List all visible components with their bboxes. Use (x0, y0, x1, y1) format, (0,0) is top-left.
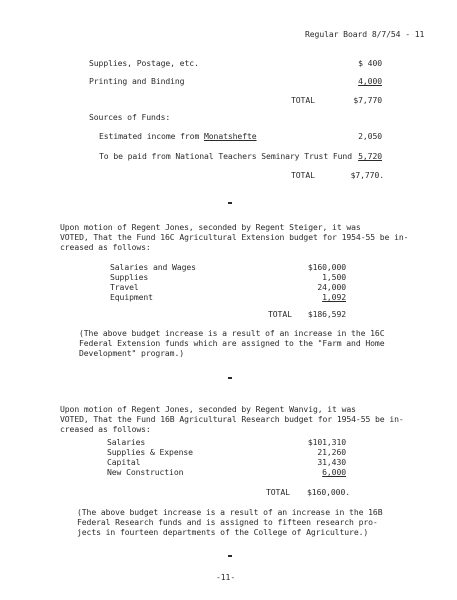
source-amount: 2,050 (358, 131, 382, 141)
motion-text: Upon motion of Regent Jones, seconded by Regent Wanvig, it was (60, 404, 356, 414)
total-amount: $160,000. (307, 487, 350, 497)
total-label: TOTAL (268, 309, 292, 319)
item-label: Supplies & Expense (107, 447, 193, 457)
total-amount: $186,592 (307, 309, 346, 319)
motion-text: VOTED, That the Fund 16B Agricultural Research budget for 1954-55 be in- (60, 414, 404, 424)
item-label: Equipment (110, 292, 153, 302)
note-text: Development" program.) (79, 348, 185, 358)
page-header: Regular Board 8/7/54 - 11 (305, 29, 425, 39)
item-amount: 24,000 (317, 282, 346, 292)
item-amount: 6,000 (322, 467, 346, 477)
note-text: Federal Extension funds which are assigned to the "Farm and Home (79, 338, 385, 348)
total-amount: $7,770. (350, 170, 384, 180)
item-label: Salaries and Wages (110, 262, 196, 272)
page-number: -11- (216, 572, 236, 582)
note-text: (The above budget increase is a result of an increase in the 16B (77, 507, 383, 517)
item-label: Printing and Binding (89, 76, 185, 86)
source-amount: 5,720 (358, 151, 382, 161)
item-label: New Construction (107, 467, 184, 477)
item-label: Supplies (110, 272, 149, 282)
item-amount: 4,000 (358, 76, 382, 86)
item-label: Salaries (107, 437, 146, 447)
motion-text: VOTED, That the Fund 16C Agricultural Extension budget for 1954-55 be in- (60, 232, 409, 242)
note-text: jects in fourteen departments of the College of Agriculture.) (77, 527, 369, 537)
note-text: (The above budget increase is a result of an increase in the 16C (79, 328, 385, 338)
sources-heading: Sources of Funds: (89, 112, 171, 122)
total-label: TOTAL (266, 487, 290, 497)
separator-dash (228, 202, 232, 204)
motion-text: creased as follows: (60, 424, 151, 434)
source-label: Estimated income from Monatshefte (99, 131, 257, 141)
note-text: Federal Research funds and is assigned to fifteen research pro- (77, 517, 378, 527)
total-label: TOTAL (291, 95, 315, 105)
item-amount: 1,092 (322, 292, 346, 302)
total-label: TOTAL (291, 170, 315, 180)
item-label: Travel (110, 282, 139, 292)
source-label: To be paid from National Teachers Seminary Trust Fund (99, 151, 352, 161)
item-amount: 31,430 (317, 457, 346, 467)
motion-text: Upon motion of Regent Jones, seconded by Regent Steiger, it was (60, 222, 361, 232)
item-label: Capital (107, 457, 141, 467)
source-name: Monatshefte (204, 131, 257, 141)
item-amount: 21,260 (317, 447, 346, 457)
item-amount: $101,310 (307, 437, 346, 447)
item-amount: $160,000 (307, 262, 346, 272)
item-amount: $ 400 (358, 58, 382, 68)
separator-dash (228, 377, 232, 379)
item-label: Supplies, Postage, etc. (89, 58, 199, 68)
motion-text: creased as follows: (60, 242, 151, 252)
total-amount: $7,770 (353, 95, 382, 105)
separator-dash (228, 555, 232, 557)
item-amount: 1,500 (322, 272, 346, 282)
